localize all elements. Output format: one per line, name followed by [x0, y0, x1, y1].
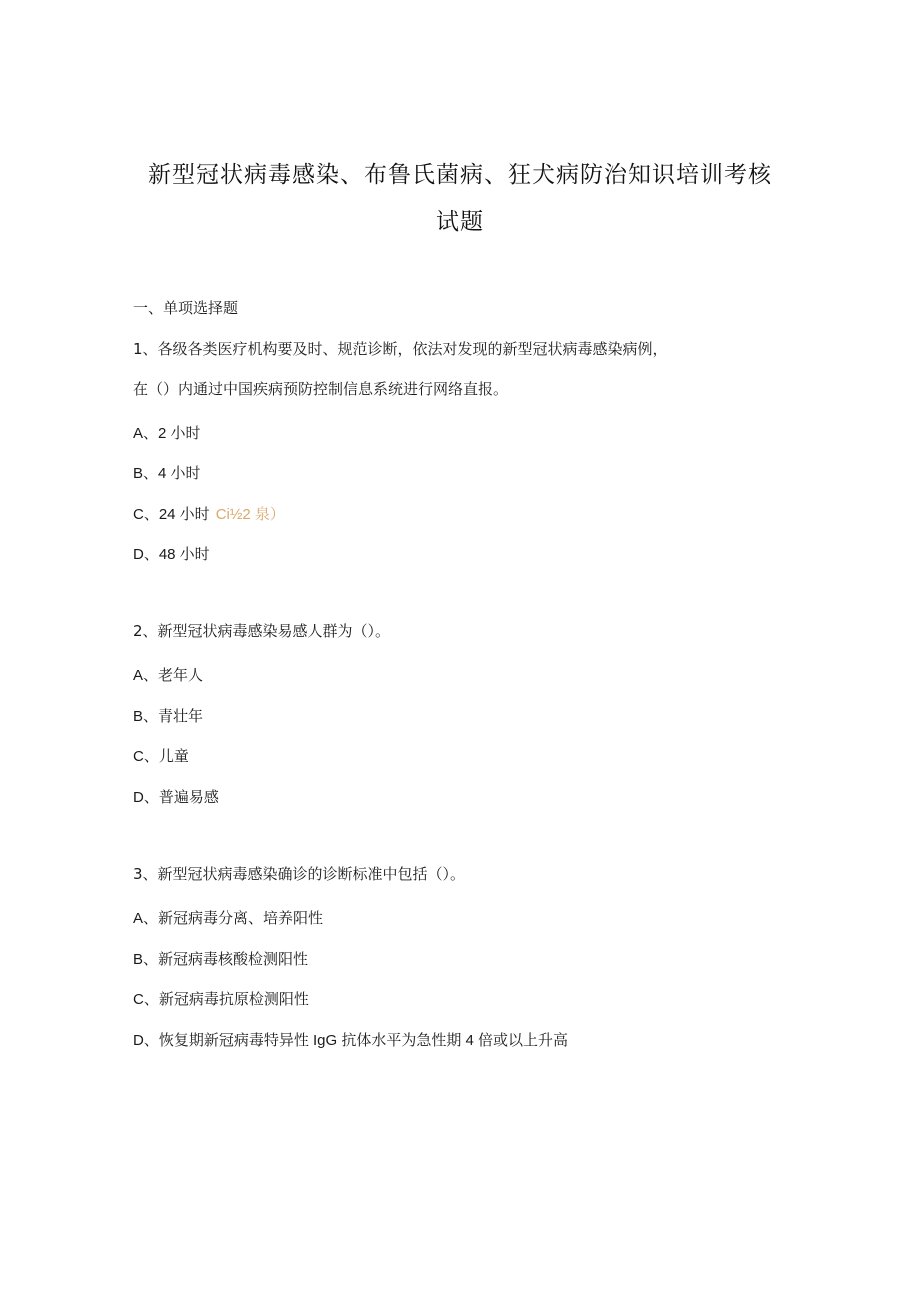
question-1-option-a: A、2 小时: [133, 425, 201, 442]
question-2-option-b: B、青壮年: [133, 708, 204, 725]
question-2-option-a: A、老年人: [133, 667, 204, 684]
question-3-option-c: C、新冠病毒抗原检测阳性: [133, 991, 309, 1008]
document-title-line-2: 试题: [436, 209, 484, 235]
question-1-option-c-text: C、24 小时: [133, 506, 210, 523]
question-1-option-b: B、4 小时: [133, 465, 201, 482]
question-3-stem-line-1: 3、新型冠状病毒感染确诊的诊断标准中包括（）。: [133, 865, 466, 883]
question-3-option-d: D、恢复期新冠病毒特异性 IgG 抗体水平为急性期 4 倍或以上升高: [133, 1032, 569, 1049]
section-heading: 一、单项选择题: [133, 299, 239, 317]
question-2-stem-line-1: 2、新型冠状病毒感染易感人群为（）。: [133, 622, 391, 640]
question-2-option-c: C、儿童: [133, 748, 189, 765]
document-title-line-1: 新型冠状病毒感染、布鲁氏菌病、狂犬病防治知识培训考核: [148, 162, 772, 188]
question-3-option-b: B、新冠病毒核酸检测阳性: [133, 951, 309, 968]
question-1-stem-line-2: 在（）内通过中国疾病预防控制信息系统进行网络直报。: [133, 380, 509, 398]
question-1-stem-line-1: 1、各级各类医疗机构要及时、规范诊断，依法对发现的新型冠状病毒感染病例，: [133, 340, 668, 358]
question-1-option-c-annotation: Ci½2 泉）: [215, 506, 285, 523]
question-2-option-d: D、普遍易感: [133, 789, 219, 806]
question-1-option-c: [133, 505, 285, 525]
question-3-option-a: A、新冠病毒分离、培养阳性: [133, 910, 324, 927]
question-1-option-d: D、48 小时: [133, 546, 210, 563]
